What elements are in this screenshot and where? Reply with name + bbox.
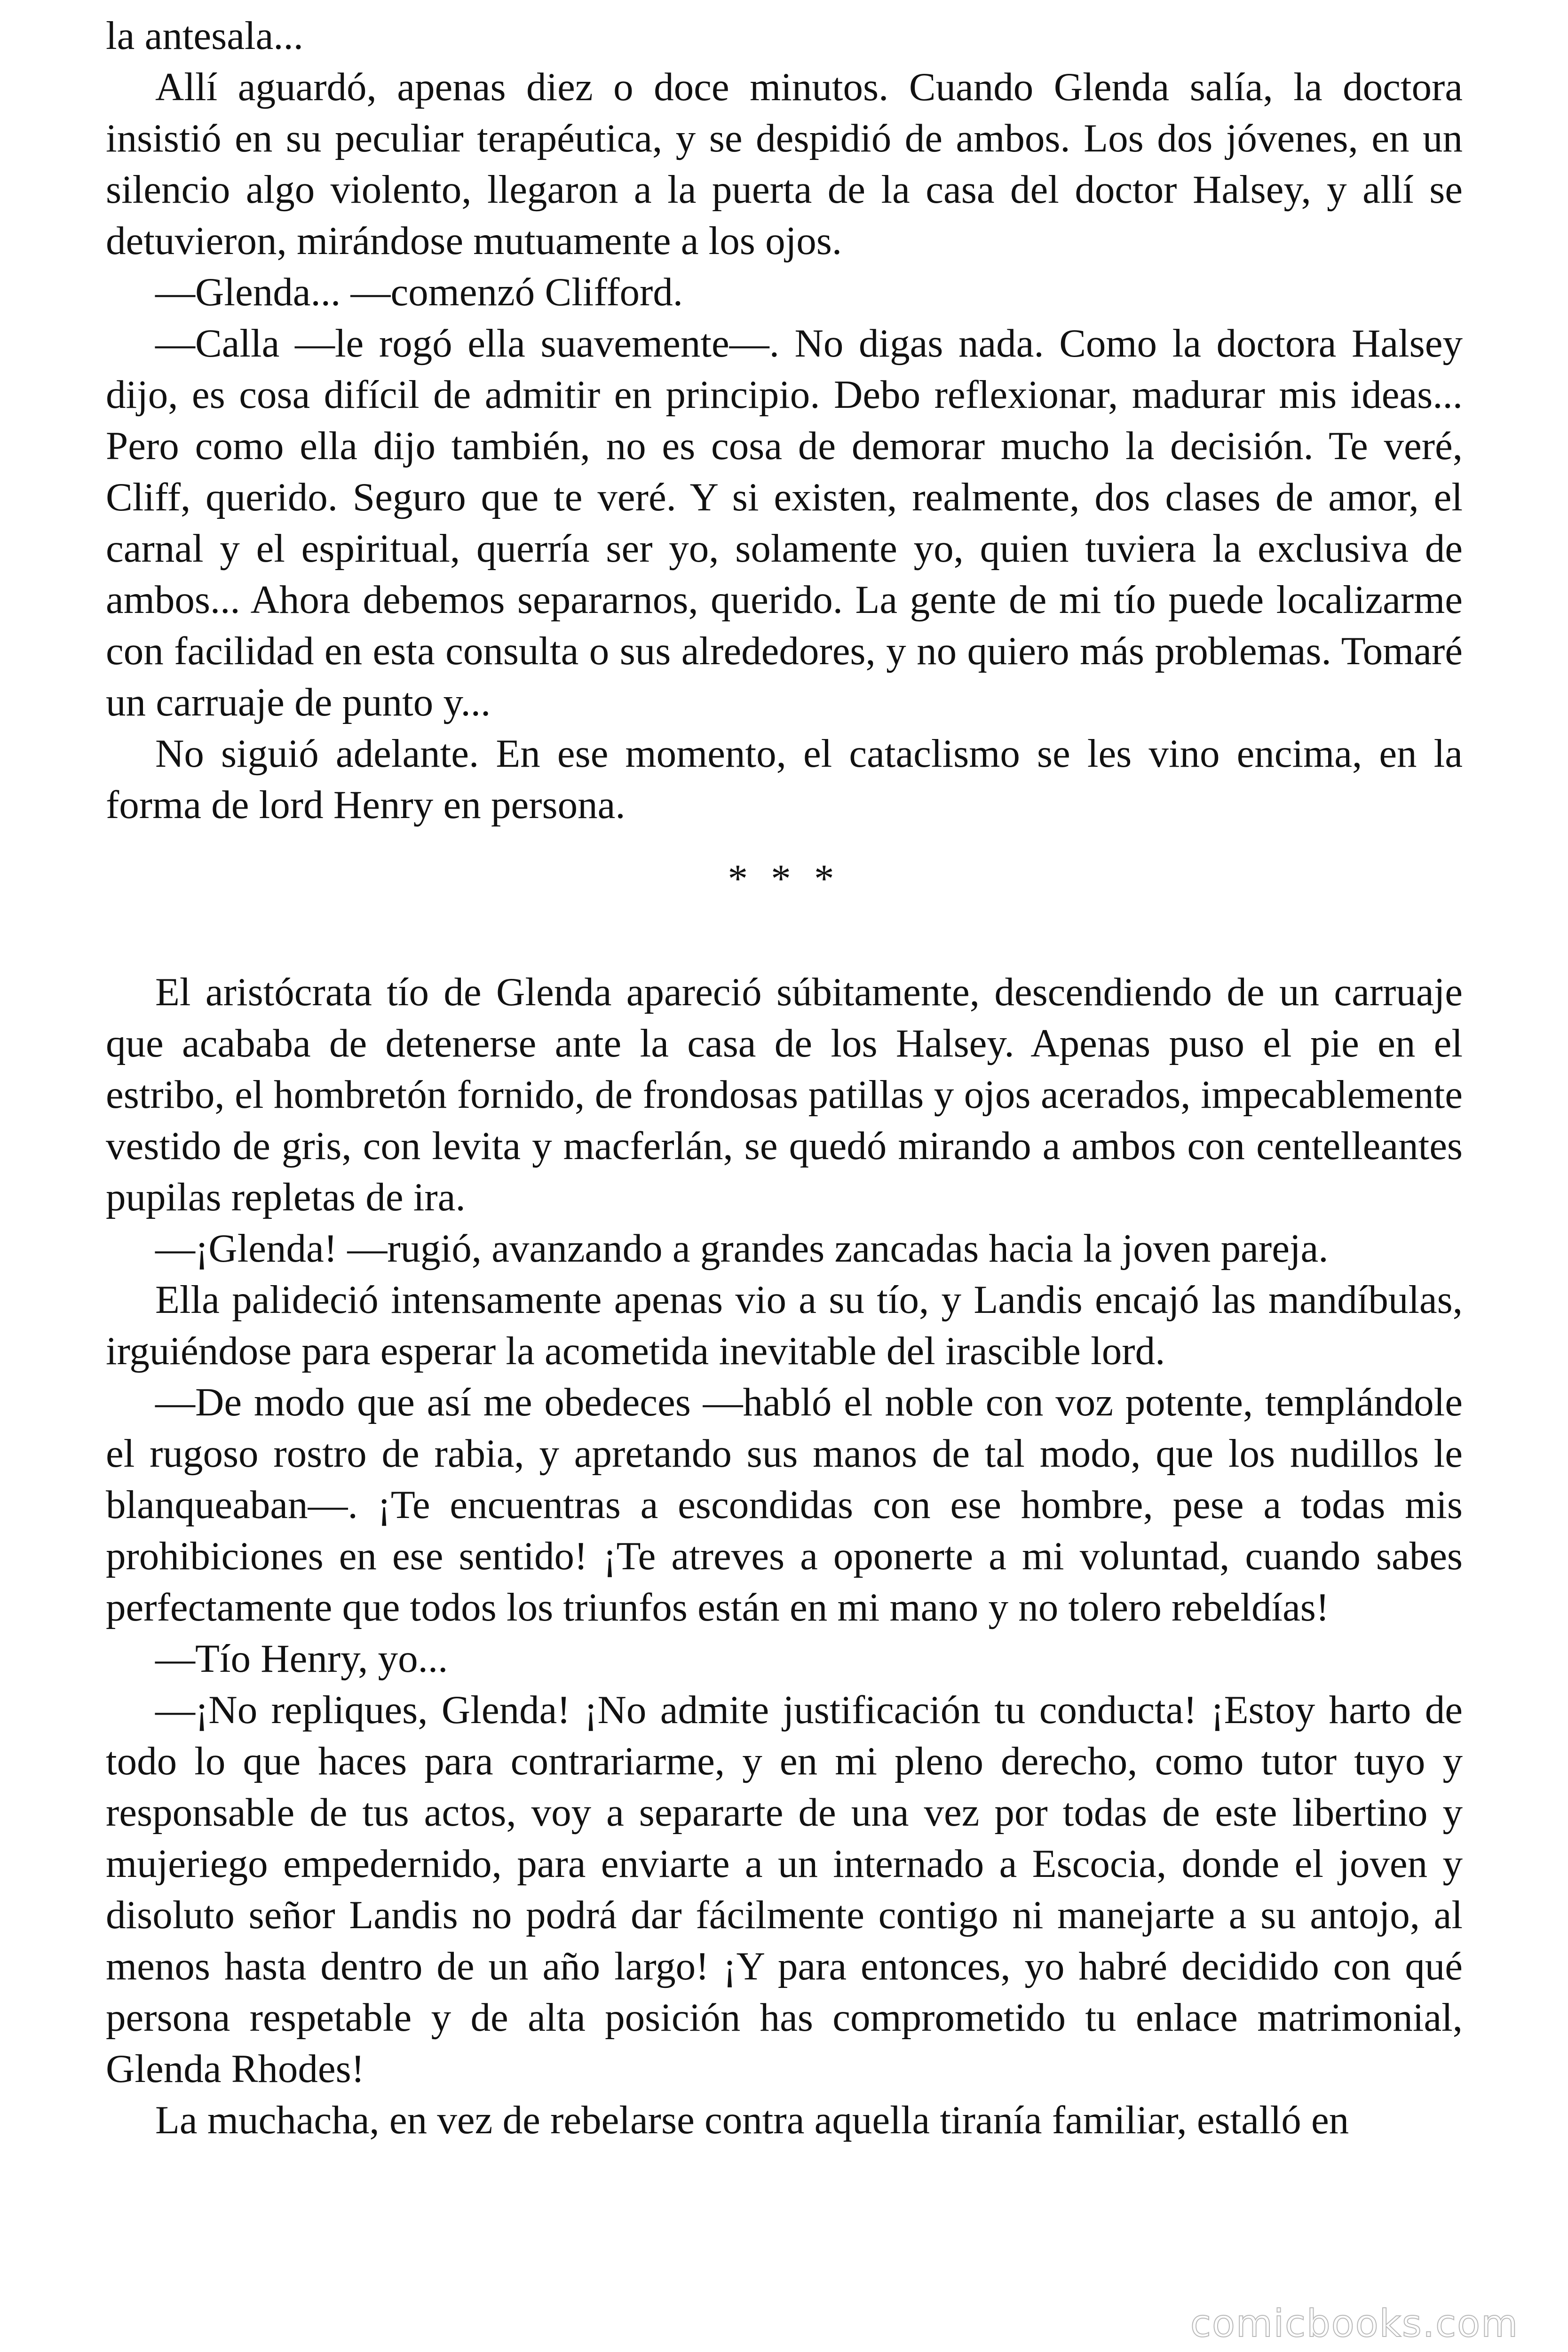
paragraph: Ella palideció intensamente apenas vio a su tío, y Landis encajó las mandíbulas, irguiéndose para esperar la acometida inevitable del irascible lord. xyxy=(106,1278,1463,1373)
dialogue-line: —Glenda... —comenzó Clifford. xyxy=(155,270,683,314)
paragraph: Allí aguardó, apenas diez o doce minutos. Cuando Glenda salía, la doctora insistió en su peculiar terapéutica, y se despidió de ambos. Los dos jóvenes, en un silencio algo violento, llegaron a la puerta de la casa del doctor Halsey, y allí se detuvieron, mirándose mutuamente a los ojos. xyxy=(106,65,1463,263)
paragraph: No siguió adelante. En ese momento, el cataclismo se les vino encima, en la forma de lord Henry en persona. xyxy=(106,731,1463,827)
section-separator: * * * xyxy=(728,857,841,901)
watermark: comicbooks.com xyxy=(1190,2302,1519,2345)
dialogue-paragraph: —De modo que así me obedeces —habló el noble con voz potente, templándole el rugoso rostro de rabia, y apretando sus manos de tal modo, que los nudillos le blanqueaban—. ¡Te encuentras a escondidas con ese hombre, pese a todas mis prohibiciones en ese sentido! ¡Te atreves a oponerte a mi voluntad, cuando sabes perfectamente que todos los triunfos están en mi mano y no tolero rebeldías! xyxy=(106,1380,1463,1629)
dialogue-line: —¡Glenda! —rugió, avanzando a grandes zancadas hacia la joven pareja. xyxy=(155,1226,1329,1271)
paragraph: El aristócrata tío de Glenda apareció súbitamente, descendiendo de un carruaje que acababa de detenerse ante la casa de los Halsey. Apenas puso el pie en el estribo, el hombretón fornido, de frondosas patillas y ojos acerados, impecablemente vestido de gris, con levita y macferlán, se quedó mirando a ambos con centelleantes pupilas repletas de ira. xyxy=(106,970,1463,1219)
book-page-text xyxy=(106,10,1463,2146)
paragraph-continuation: la antesala... xyxy=(106,14,304,58)
paragraph-cut-off: La muchacha, en vez de rebelarse contra aquella tiranía familiar, estalló en xyxy=(155,2098,1349,2142)
dialogue-paragraph: —Calla —le rogó ella suavemente—. No digas nada. Como la doctora Halsey dijo, es cosa difícil de admitir en principio. Debo reflexionar, madurar mis ideas... Pero como ella dijo también, no es cosa de demorar mucho la decisión. Te veré, Cliff, querido. Seguro que te veré. Y si existen, realmente, dos clases de amor, el carnal y el espiritual, querría ser yo, solamente yo, quien tuviera la exclusiva de ambos... Ahora debemos separarnos, querido. La gente de mi tío puede localizarme con facilidad en esta consulta o sus alrededores, y no quiero más problemas. Tomaré un carruaje de punto y... xyxy=(106,321,1463,724)
dialogue-line: —Tío Henry, yo... xyxy=(155,1637,448,1681)
dialogue-paragraph: —¡No repliques, Glenda! ¡No admite justificación tu conducta! ¡Estoy harto de todo lo que haces para contrariarme, y en mi pleno derecho, como tutor tuyo y responsable de tus actos, voy a separarte de una vez por todas de este libertino y mujeriego empedernido, para enviarte a un internado a Escocia, donde el joven y disoluto señor Landis no podrá dar fácilmente contigo ni manejarte a su antojo, al menos hasta dentro de un año largo! ¡Y para entonces, yo habré decidido con qué persona respetable y de alta posición has comprometido tu enlace matrimonial, Glenda Rhodes! xyxy=(106,1688,1463,2091)
